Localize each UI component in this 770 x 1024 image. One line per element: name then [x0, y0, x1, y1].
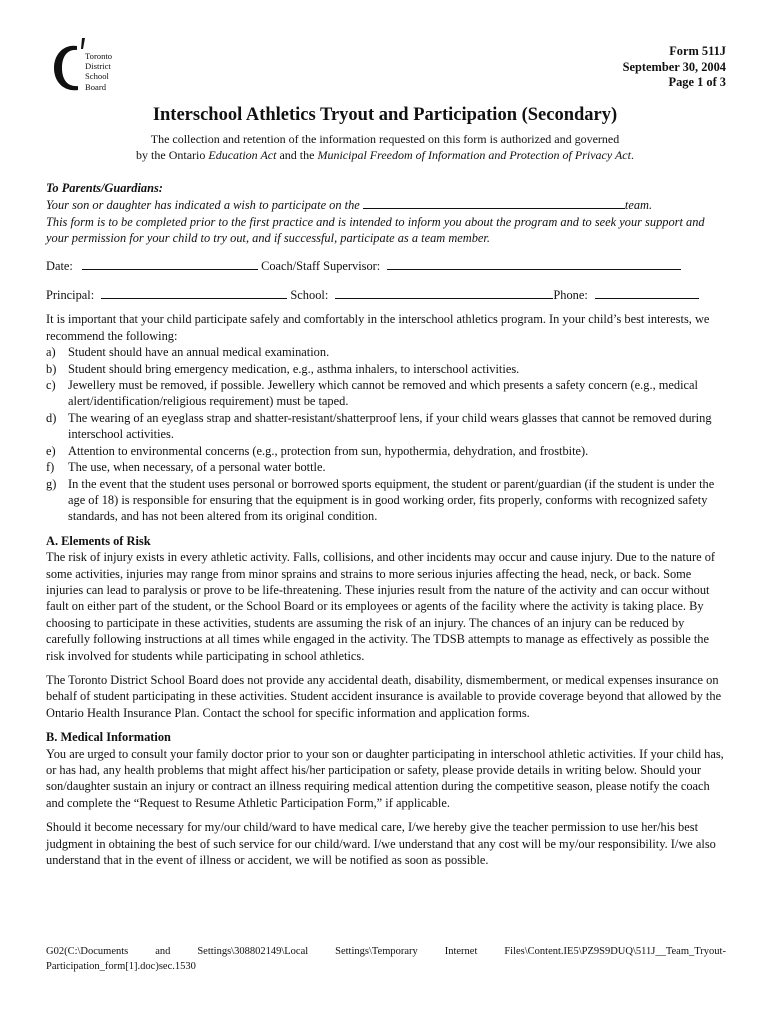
list-text: The wearing of an eyeglass strap and shatter-resistant/shatterproof lens, if your child wears glasses that cannot be removed during interschool activities. [68, 410, 712, 442]
list-text: Student should have an annual medical examination. [68, 345, 330, 360]
team-line-prefix: Your son or daughter has indicated a wish to participate on the [46, 198, 363, 213]
principal-label: Principal: [46, 288, 95, 303]
principal-school-row [46, 286, 724, 303]
list-item [46, 410, 724, 443]
team-name-field[interactable] [363, 196, 625, 209]
coach-label: Coach/Staff Supervisor: [261, 258, 381, 273]
intro-paragraph: It is important that your child participate safely and comfortably in the interschool athletics program. In your child’s best interests, we recommend the following: [46, 312, 710, 343]
school-field[interactable] [335, 286, 553, 299]
form-date: September 30, 2004 [622, 59, 726, 74]
form-title: Interschool Athletics Tryout and Participation (Secondary) [152, 105, 618, 125]
file-path-footer [46, 945, 726, 974]
list-item [46, 361, 724, 377]
tdsb-logo [50, 36, 150, 96]
list-text: Attention to environmental concerns (e.g., protection from sun, hypothermia, dehydration, and frostbite). [68, 443, 589, 458]
team-line-suffix: team. [624, 198, 653, 213]
notice-end: . [630, 148, 634, 162]
list-marker: e) [46, 443, 56, 458]
notice-line-2 [0, 147, 770, 163]
form-body [46, 180, 724, 868]
tdsb-logo-mark-icon [50, 36, 86, 96]
date-label: Date: [46, 258, 73, 273]
section-a-paragraph-2: The Toronto District School Board does not provide any accidental death, disability, dismemberment, or medical expenses insurance on behalf of student participating in these activities. Student accident insurance is available to provide coverage beyond that allowed by the Ontario Health Insurance Plan. Contact the school for specific information and application forms. [46, 672, 722, 720]
logo-line-1: Toronto [85, 51, 113, 61]
list-text: In the event that the student uses personal or borrowed sports equipment, the student or parent/guardian (if the student is under the age of 18) is responsible for ensuring that the equipment is in good working order, fits properly, conforms with recognized safety standards, and has not been altered from its original condition. [68, 476, 715, 524]
list-marker: c) [46, 378, 56, 393]
list-marker: g) [46, 476, 57, 491]
school-label: School: [290, 288, 329, 303]
footer-line-2: Participation_form[1].doc)sec.1530 [46, 960, 196, 972]
footer-line-1 [46, 945, 726, 960]
privacy-act: Municipal Freedom of Information and Protection of Privacy Act [317, 148, 631, 162]
education-act: Education Act [208, 148, 277, 162]
privacy-notice [0, 131, 770, 163]
notice-mid: and the [276, 148, 318, 162]
logo-line-4: Board [85, 81, 107, 92]
logo-line-3: School [85, 71, 109, 82]
page-number: Page 1 of 3 [668, 75, 726, 90]
list-marker: f) [46, 460, 55, 475]
list-item [46, 476, 724, 525]
notice-prefix: by the Ontario [136, 148, 209, 162]
footer-part: Settings\Temporary [335, 946, 418, 957]
parents-heading: To Parents/Guardians: [46, 181, 163, 195]
logo-wordmark [85, 51, 112, 92]
list-item [46, 344, 724, 360]
recommendation-list [46, 344, 724, 524]
list-marker: d) [46, 410, 57, 425]
logo-line-2: District [85, 61, 111, 72]
principal-field[interactable] [101, 286, 287, 299]
list-text: The use, when necessary, of a personal water bottle. [68, 460, 326, 475]
footer-part: and [155, 946, 171, 957]
footer-part: Internet [444, 946, 478, 957]
coach-field[interactable] [387, 257, 681, 270]
phone-label: Phone: [553, 288, 588, 303]
phone-field[interactable] [595, 286, 699, 299]
section-b-paragraph-1: You are urged to consult your family doctor prior to your son or daughter participating in interschool athletic activities. If your child has, or has had, any health problems that might affect his/her participation or safety, please provide details in writing below. Should your son/daughter sustain an injury or contract an illness requiring medical attention during the competitive season, please notify the coach and complete the “Request to Resume Athletic Participation Form,” if applicable. [46, 746, 724, 810]
section-b-paragraph-2: Should it become necessary for my/our child/ward to have medical care, I/we hereby give the teacher permission to use her/his best judgment in obtaining the best of such service for our child/ward. I/we understand that any cost will be my/our responsibility. I/we also understand that in the event of illness or accident, we will be notified as soon as possible. [46, 820, 716, 868]
date-field[interactable] [82, 257, 258, 270]
form-meta [623, 44, 726, 91]
list-text: Student should bring emergency medication, e.g., asthma inhalers, to interschool activities. [68, 361, 520, 376]
notice-line-1: The collection and retention of the information requested on this form is authorized and governed [150, 132, 620, 146]
section-b-heading: B. Medical Information [46, 730, 171, 745]
footer-part: G02(C:\Documents [46, 946, 129, 957]
parents-intro [46, 196, 724, 213]
list-item [46, 377, 724, 410]
list-item [46, 443, 724, 459]
section-a-heading: A. Elements of Risk [46, 533, 151, 548]
list-text: Jewellery must be removed, if possible. Jewellery which cannot be removed and which presents a safety concern (e.g., medical alert/identification/religious requirement) must be taped. [68, 378, 698, 409]
list-item [46, 459, 724, 475]
section-a-paragraph-1: The risk of injury exists in every athletic activity. Falls, collisions, and other incidents may occur and cause injury. Due to the nature of some activities, injuries may range from minor sprains and strains to more serious injuries affecting the head, neck, or back. Some injuries can lead to paralysis or prove to be life-threatening. These injuries result from the nature of the activity and can occur without fault on either part of the student, or the School Board or its employees or agents of the facility where the activity is taking place. By choosing to participate in these activities, students are assuming the risk of an injury. The chances of an injury can be reduced by carefully following instructions at all times while engaged in the activity. The TDSB attempts to manage as effectively as possible the risk involved for students while participating in school athletics. [46, 550, 716, 663]
list-marker: b) [46, 361, 57, 376]
form-number: Form 511J [669, 44, 726, 58]
parents-description: This form is to be completed prior to the first practice and is intended to inform you about the program and to seek your support and your permission for your child to try out, and if successful, participate as a team member. [46, 214, 705, 246]
footer-part: Files\Content.IE5\PZ9S9DUQ\511J__Team_Tryout- [504, 946, 726, 957]
list-marker: a) [46, 345, 56, 360]
date-coach-row [46, 257, 724, 274]
footer-part: Settings\308802149\Local [197, 946, 309, 957]
